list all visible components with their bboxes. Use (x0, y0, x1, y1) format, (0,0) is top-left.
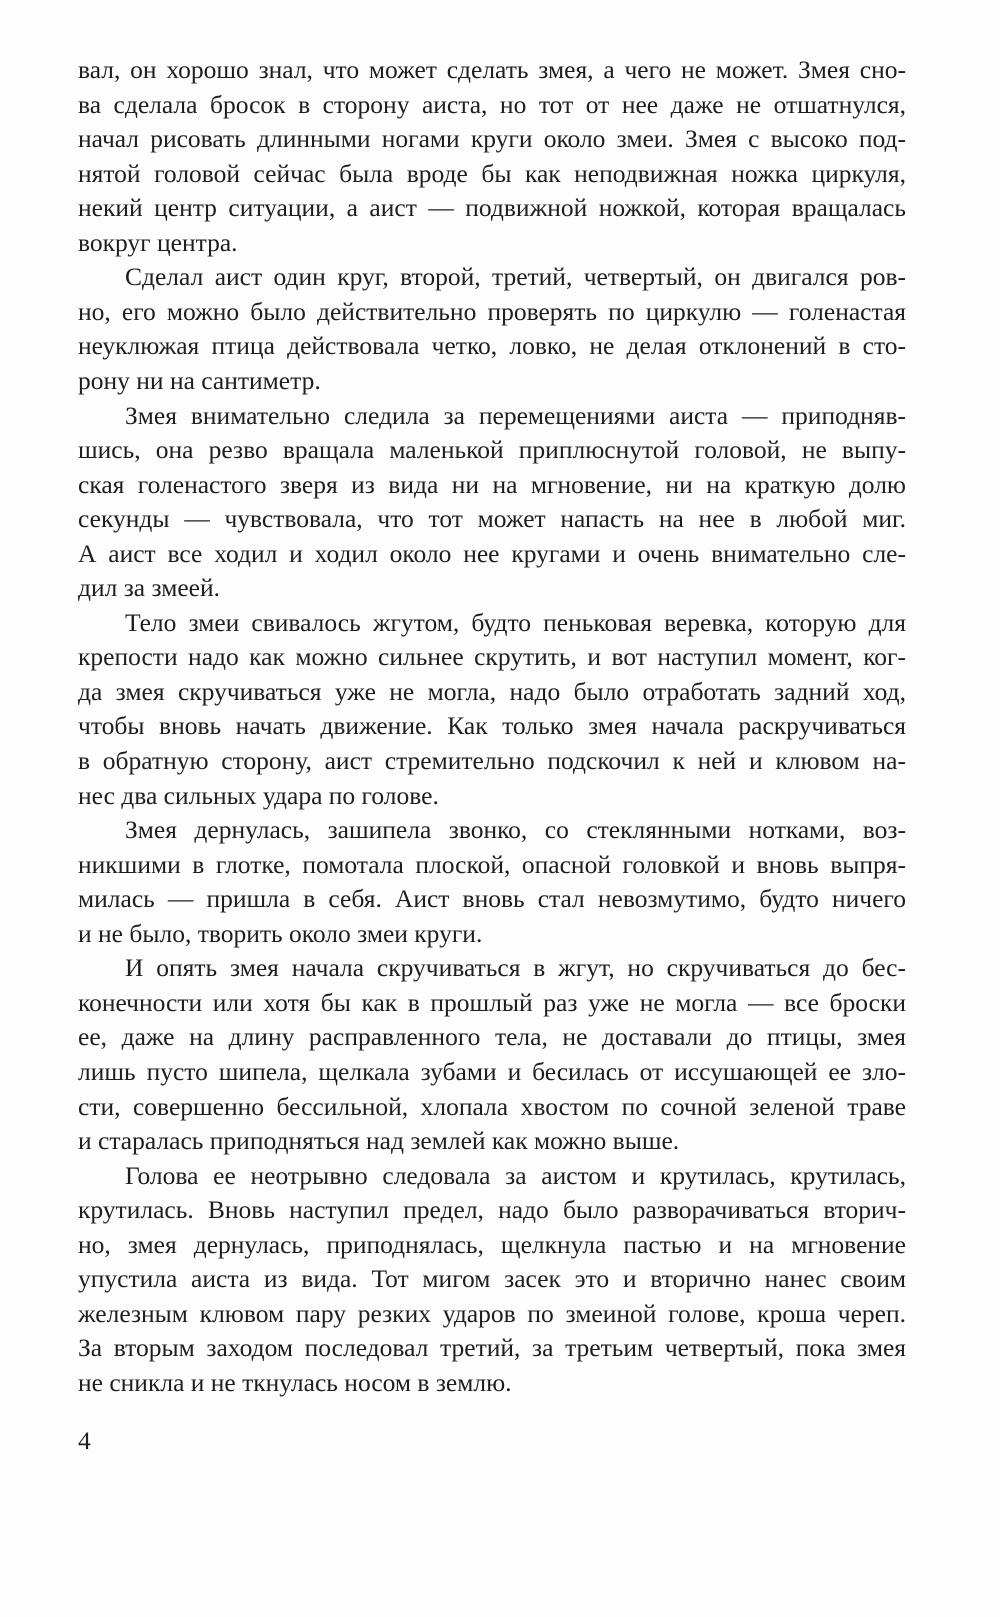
paragraph-4-line: чтобы вновь начать движение. Как только змея начала раскручиваться (78, 711, 906, 741)
paragraph-2-line: но, его можно было действительно проверять по циркулю — голенастая (78, 296, 906, 326)
paragraph-5-line: никшими в глотке, помотала плоской, опасной головкой и вновь выпря- (78, 849, 906, 879)
paragraph-3-line: шись, она резво вращала маленькой приплюснутой головой, не выпу- (78, 435, 906, 465)
paragraph-1-line: вал, он хорошо знал, что может сделать змея, а чего не может. Змея сно- (78, 55, 906, 84)
paragraph-1-line: нятой головой сейчас была вроде бы как неподвижная ножка циркуля, (78, 158, 906, 188)
paragraph-7-line: железным клювом пару резких ударов по змеиной голове, кроша череп. (78, 1298, 906, 1328)
paragraph-7-line: Голова ее неотрывно следовала за аистом и крутилась, крутилась, (125, 1160, 906, 1190)
paragraph-7-line: упустила аиста из вида. Тот мигом засек это и вторично нанес своим (78, 1264, 906, 1294)
paragraph-6-line: конечности или хотя бы как в прошлый раз уже не могла — все броски (78, 987, 906, 1017)
paragraph-1-line: начал рисовать длинными ногами круги около змеи. Змея с высоко под- (78, 124, 906, 154)
paragraph-6-line: сти, совершенно бессильной, хлопала хвостом по сочной зеленой траве (78, 1091, 906, 1121)
paragraph-6-line: лишь пусто шипела, щелкала зубами и бесилась от иссушающей ее зло- (78, 1056, 906, 1086)
paragraph-4-line: нес два сильных удара по голове. (78, 780, 439, 810)
paragraph-3-line: секунды — чувствовала, что тот может напасть на нее в любой миг. (78, 504, 906, 534)
paragraph-4-line: в обратную сторону, аист стремительно подскочил к ней и клювом на- (78, 746, 906, 775)
paragraph-6-line: и старалась приподняться над землей как можно выше. (78, 1126, 680, 1156)
paragraph-2-line: рону ни на сантиметр. (78, 365, 321, 395)
paragraph-4-line: крепости надо как можно сильнее скрутить, и вот наступил момент, ког- (78, 642, 906, 672)
paragraph-5-line: и не было, творить около змеи круги. (78, 918, 483, 948)
paragraph-3-line: Змея внимательно следила за перемещениями аиста — приподняв- (125, 400, 906, 430)
paragraph-3-line: ская голенастого зверя из вида ни на мгновение, ни на краткую долю (78, 469, 906, 499)
paragraph-7-line: крутилась. Вновь наступил предел, надо было разворачиваться вторич- (78, 1195, 906, 1225)
page-number: 4 (78, 1426, 91, 1455)
paragraph-1-line: некий центр ситуации, а аист — подвижной ножкой, которая вращалась (78, 193, 906, 223)
paragraph-5-line: Змея дернулась, зашипела звонко, со стеклянными нотками, воз- (125, 815, 906, 845)
paragraph-4-line: да змея скручиваться уже не могла, надо было отработать задний ход, (78, 676, 906, 706)
paragraph-6-line: ее, даже на длину расправленного тела, не доставали до птицы, змея (78, 1022, 906, 1052)
paragraph-2-line: неуклюжая птица действовала четко, ловко, не делая отклонений в сто- (78, 331, 906, 361)
paragraph-7-line: не сникла и не ткнулась носом в землю. (78, 1367, 512, 1397)
paragraph-4-line: Тело змеи свивалось жгутом, будто пеньковая веревка, которую для (125, 607, 906, 637)
paragraph-7-line: но, змея дернулась, приподнялась, щелкнула пастью и на мгновение (78, 1229, 906, 1259)
paragraph-1-line: вокруг центра. (78, 227, 238, 257)
paragraph-6-line: И опять змея начала скручиваться в жгут, но скручиваться до бес- (125, 953, 906, 983)
paragraph-5-line: милась — пришла в себя. Аист вновь стал невозмутимо, будто ничего (78, 884, 906, 914)
paragraph-1-line: ва сделала бросок в сторону аиста, но тот от нее даже не отшатнулся, (78, 89, 906, 119)
paragraph-3-line: дил за змеей. (78, 573, 220, 603)
paragraph-7-line: За вторым заходом последовал третий, за третьим четвертый, пока змея (78, 1333, 906, 1363)
paragraph-2-line: Сделал аист один круг, второй, третий, четвертый, он двигался ров- (125, 262, 906, 292)
paragraph-3-line: А аист все ходил и ходил около нее кругами и очень внимательно сле- (78, 538, 906, 568)
